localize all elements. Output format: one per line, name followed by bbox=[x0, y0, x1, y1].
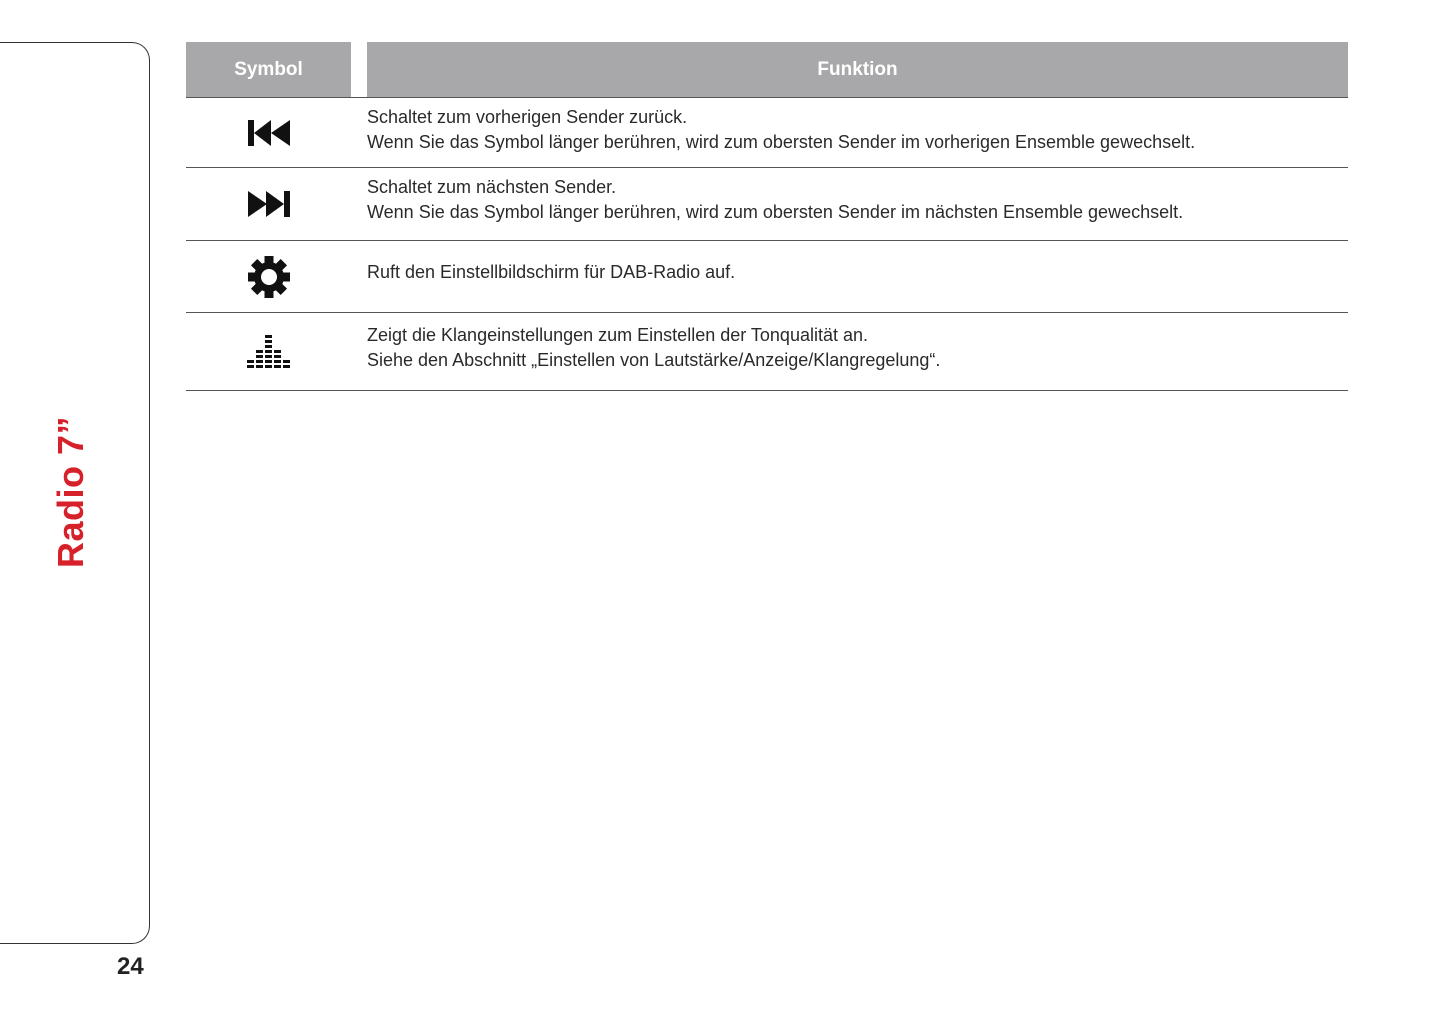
description-line: Zeigt die Klangeinstellungen zum Einstellen der Tonqualität an. bbox=[367, 325, 868, 345]
page-number: 24 bbox=[117, 953, 144, 980]
table-row bbox=[186, 241, 1348, 313]
chapter-title: Radio 7” bbox=[50, 415, 91, 569]
symbol-cell bbox=[186, 168, 351, 240]
description-line: Schaltet zum nächsten Sender. bbox=[367, 177, 617, 197]
gear-icon bbox=[247, 255, 291, 299]
skip-next-icon bbox=[247, 189, 291, 219]
description-line: Wenn Sie das Symbol länger berühren, wird zum obersten Sender im vorherigen Ensemble gewechselt. bbox=[367, 132, 1196, 152]
symbol-cell bbox=[186, 98, 351, 167]
skip-previous-icon bbox=[247, 118, 291, 148]
column-header-funktion: Funktion bbox=[367, 42, 1348, 97]
description-line: Siehe den Abschnitt „Einstellen von Lautstärke/Anzeige/Klangregelung“. bbox=[367, 350, 941, 370]
function-description bbox=[367, 168, 1348, 240]
equalizer-icon bbox=[247, 332, 291, 372]
function-description bbox=[367, 241, 1348, 312]
function-description bbox=[367, 98, 1348, 167]
table-row bbox=[186, 98, 1348, 168]
symbol-cell bbox=[186, 241, 351, 312]
symbol-function-table bbox=[186, 42, 1348, 391]
symbol-cell bbox=[186, 313, 351, 390]
table-row bbox=[186, 313, 1348, 391]
column-header-symbol: Symbol bbox=[186, 42, 351, 97]
table-header bbox=[186, 42, 1348, 98]
description-line: Schaltet zum vorherigen Sender zurück. bbox=[367, 107, 688, 127]
table-row bbox=[186, 168, 1348, 241]
function-description bbox=[367, 313, 1348, 390]
description-line: Ruft den Einstellbildschirm für DAB-Radio auf. bbox=[367, 262, 736, 282]
description-line: Wenn Sie das Symbol länger berühren, wird zum obersten Sender im nächsten Ensemble gewechselt. bbox=[367, 202, 1184, 222]
